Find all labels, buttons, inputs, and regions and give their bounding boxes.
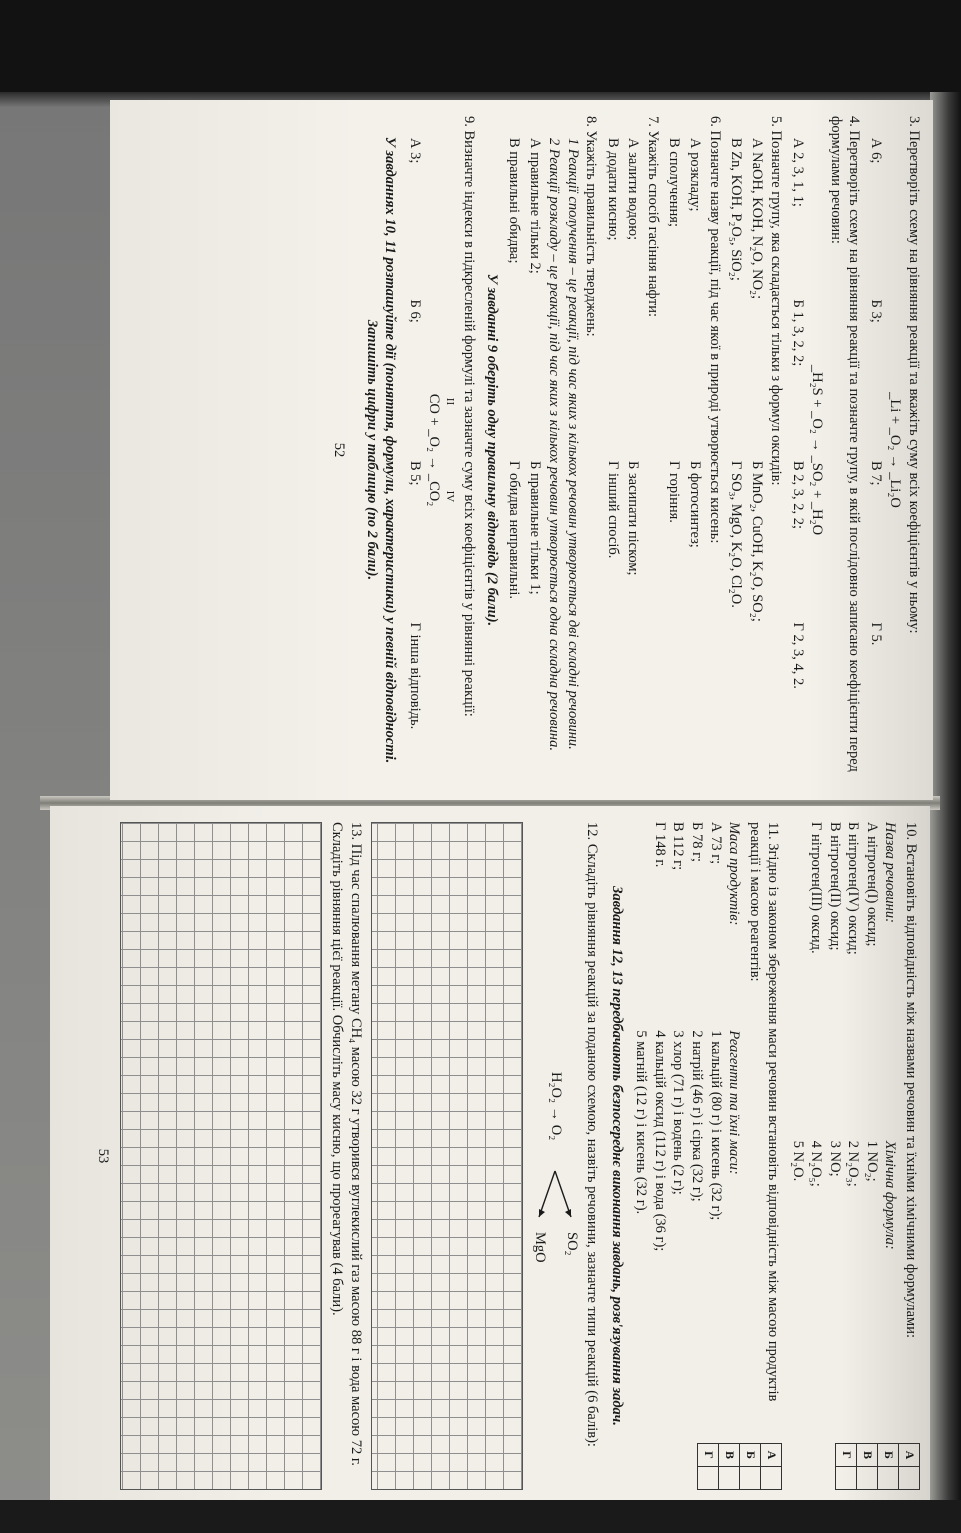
- question-9-text: 9. Визначте індекси в підкресленій формулі та зазначте суму всіх коефіцієнтів у рівнянні реакції:: [460, 116, 477, 717]
- question-3: [866, 116, 923, 784]
- q6-option-a: А розкладу;: [686, 138, 703, 212]
- q12-scheme-start: H₂O₂ → O₂: [547, 1072, 564, 1141]
- q11-answer-letter-a: А: [761, 1444, 782, 1467]
- q11-mass-a: А 73 г;: [707, 822, 724, 865]
- q10-answer-letter-a: А: [899, 1444, 920, 1467]
- question-4: [788, 116, 863, 784]
- question-3-scheme: _Li + _O₂ → _Li₂O: [887, 392, 904, 508]
- question-8-text: 8. Укажіть правильність тверджень:: [583, 116, 600, 337]
- q7-option-b: Б засипати піском;: [625, 461, 642, 576]
- question-8: [505, 116, 601, 784]
- q6-option-b: Б фотосинтез;: [686, 461, 703, 548]
- q13-answer-grid[interactable]: [120, 822, 322, 1490]
- question-11: [632, 822, 782, 1490]
- q9-valence-co2: IV: [444, 490, 457, 503]
- page-53-number: 53: [94, 1148, 111, 1164]
- page-52: [110, 100, 933, 800]
- q9-option-d: Г інша відповідь.: [406, 622, 423, 730]
- question-3-text: 3. Перетворіть схему на рівняння реакції та вкажіть суму всіх коефіцієнтів у ньому:: [906, 116, 922, 634]
- q11-answer-letter-c: В: [719, 1444, 740, 1467]
- q3-option-d: Г 5.: [867, 622, 884, 646]
- q12-branch-arrows: [533, 1167, 577, 1227]
- question-7: [603, 116, 662, 784]
- dark-background-bottom: [0, 1500, 961, 1533]
- q10-formula-2: 2 N₂O₃;: [845, 1140, 862, 1187]
- q8-option-b: Б правильне тільки 1;: [526, 461, 543, 595]
- q3-option-b: Б 3;: [867, 299, 884, 323]
- dark-background-top: [0, 0, 961, 92]
- task-9-header: У завданні 9 оберіть одну правильну відповідь (2 бали).: [483, 273, 500, 627]
- q10-answer-cell[interactable]: [899, 1467, 920, 1490]
- q7-option-d: Г інший спосіб.: [604, 461, 621, 559]
- q11-answer-cell[interactable]: [698, 1467, 719, 1490]
- q11-reagent-1: 1 кальцій (80 г) і кисень (32 г);: [707, 1030, 724, 1221]
- q8-option-c: В правильні обидва;: [506, 138, 523, 264]
- q10-answer-letter-c: В: [857, 1444, 878, 1467]
- q11-answer-letter-d: Г: [698, 1444, 719, 1467]
- q12-arrow-up: [555, 1171, 571, 1217]
- question-12-text: 12. Складіть рівняння реакцій за поданою схемою, назвіть речовини, зазначте типи реакцій (6 балів):: [584, 822, 601, 1447]
- q4-option-b: Б 1, 3, 2, 2;: [789, 299, 806, 367]
- q6-option-c: В сполучення;: [666, 138, 683, 227]
- q9-option-b: Б 6;: [406, 299, 423, 323]
- q12-answer-grid[interactable]: [371, 822, 523, 1490]
- q12-scheme-up: SO₂: [563, 1232, 580, 1256]
- q10-name-b: Б нітроген(IV) оксид;: [845, 822, 862, 955]
- question-12: [371, 822, 602, 1490]
- task-12-header: Завдання 12, 13 передбачають безпосереднє виконання завдань, розв'язування задач.: [608, 886, 625, 1426]
- q3-option-c: В 7;: [867, 461, 884, 486]
- question-9-scheme: CO + _O₂ → _CO₂: [426, 393, 443, 507]
- question-11-text: 11. Згідно із законом збереження маси речовин встановіть відповідність між масою продуктів реакції і масою реагентів:: [746, 822, 782, 1402]
- page-53-content: [50, 806, 930, 1506]
- question-10-text: 10. Встановіть відповідність між назвами речовин та їхніми хімічними формулами:: [903, 822, 919, 1339]
- q11-col-mass-header: Маса продуктів:: [726, 822, 743, 926]
- q10-answer-table[interactable]: [835, 1443, 920, 1490]
- q5-option-a: А NaOH, KOH, N₂O, NO₂;: [748, 138, 765, 300]
- q11-answer-cell[interactable]: [740, 1467, 761, 1490]
- q10-answer-letter-b: Б: [878, 1444, 899, 1467]
- q12-scheme-down: MgO: [531, 1232, 548, 1263]
- question-5: [727, 116, 786, 784]
- question-10: [788, 822, 920, 1490]
- page-52-content: [110, 100, 933, 800]
- q6-option-d: Г горіння.: [666, 461, 683, 523]
- q10-name-d: Г нітроген(ІІІ) оксид.: [808, 822, 825, 954]
- q10-formula-5: 5 N₂O.: [789, 1140, 806, 1182]
- question-8-statement-1: 1 Реакції сполучення – це реакції, під час яких з кількох речовин утворюється дві складні речовини.: [564, 138, 581, 750]
- q10-col-formulas-header: Хімічна формула:: [882, 1140, 899, 1250]
- q10-name-c: В нітроген(ІІ) оксид;: [826, 822, 843, 951]
- question-4-text: 4. Перетворіть схему на рівняння реакції та позначте групу, в якій послідовно записано коефіцієнти перед формулами речовин:: [827, 116, 863, 772]
- q4-option-c: В 2, 3, 2, 2;: [789, 461, 806, 530]
- question-4-scheme: _H₂S + _O₂ → _SO₂ + _H₂O: [809, 364, 826, 536]
- q11-answer-cell[interactable]: [761, 1467, 782, 1490]
- question-6: [665, 116, 724, 784]
- question-5-text: 5. Позначте групу, яка складається тільки з формул оксидів:: [768, 116, 785, 486]
- question-6-text: 6. Позначте назву реакції, під час якої в природі утворюється кисень:: [706, 116, 723, 544]
- q10-name-a: А нітроген(І) оксид;: [863, 822, 880, 947]
- task-10-subheader: Запишіть цифри у таблицю (по 2 бали).: [363, 319, 380, 581]
- q11-answer-letter-b: Б: [740, 1444, 761, 1467]
- q11-answer-cell[interactable]: [719, 1467, 740, 1490]
- page-52-number: 52: [331, 442, 348, 458]
- q5-option-b: Б MnO₂, CuOH, K₂O, SO₂;: [748, 461, 765, 622]
- question-9: [405, 116, 478, 784]
- q11-mass-d: Г 148 г.: [651, 822, 668, 868]
- question-8-statement-2: 2 Реакції розкладу – це реакції, під час яких з кількох речовин утворюється одна складна речовина.: [546, 138, 563, 751]
- q8-option-d: Г обидва неправильні.: [506, 461, 523, 599]
- q11-answer-table[interactable]: [697, 1443, 782, 1490]
- q10-answer-cell[interactable]: [857, 1467, 878, 1490]
- q5-option-d: Г SO₃, MgO, K₂O, Cl₂O.: [728, 461, 745, 608]
- question-7-text: 7. Укажіть спосіб гасіння нафти:: [644, 116, 661, 318]
- q7-option-a: А залити водою;: [625, 138, 642, 241]
- q9-option-c: В 5;: [406, 461, 423, 486]
- q4-option-d: Г 2, 3, 4, 2.: [789, 622, 806, 689]
- q9-valence-co: II: [444, 397, 457, 406]
- q11-reagent-5: 5 магній (12 г) і кисень (32 г).: [633, 1030, 650, 1215]
- q11-reagent-2: 2 натрій (46 г) і сірка (32 г);: [688, 1030, 705, 1202]
- q11-reagent-4: 4 кальцій оксид (112 г) і вода (36 г);: [651, 1030, 668, 1252]
- q4-option-a: А 2, 3, 1, 1;: [789, 138, 806, 207]
- q7-option-c: В додати кисню;: [604, 138, 621, 241]
- question-13: [120, 822, 365, 1490]
- q9-option-a: А 3;: [406, 138, 423, 164]
- q12-arrow-down: [539, 1171, 555, 1217]
- q10-answer-cell[interactable]: [836, 1467, 857, 1490]
- q11-reagent-3: 3 хлор (71 г) і водень (2 г);: [670, 1030, 687, 1195]
- q10-answer-cell[interactable]: [878, 1467, 899, 1490]
- question-13-text: 13. Під час спалювання метану CH₄ масою 32 г утворився вуглекислий газ масою 88 г і вода масою 72 г. Складіть рівняння цієї реакції. Обчисліть масу кисню, що прореагував (4 бали).: [329, 822, 364, 1466]
- q11-mass-c: В 112 г;: [670, 822, 687, 871]
- q8-option-a: А правильне тільки 2;: [526, 138, 543, 274]
- q10-formula-3: 3 NO;: [826, 1140, 843, 1177]
- q5-option-c: В Zn, KOH, P₂O₅, SiO₂;: [728, 138, 745, 281]
- q10-formula-1: 1 NO₂;: [863, 1140, 880, 1182]
- task-10-header: У завданнях 10, 11 розташуйте дії (поняття, формули, характеристики) у певній відповідності.: [382, 136, 399, 764]
- q11-col-reagents-header: Реагенти та їхні маси:: [726, 1030, 743, 1175]
- page-53: [50, 806, 930, 1506]
- q3-option-a: А 6;: [867, 138, 884, 164]
- q10-col-names-header: Назва речовини:: [882, 822, 899, 923]
- q11-mass-b: Б 78 г;: [688, 822, 705, 863]
- q10-formula-4: 4 N₂O₅;: [808, 1140, 825, 1187]
- q10-answer-letter-d: Г: [836, 1444, 857, 1467]
